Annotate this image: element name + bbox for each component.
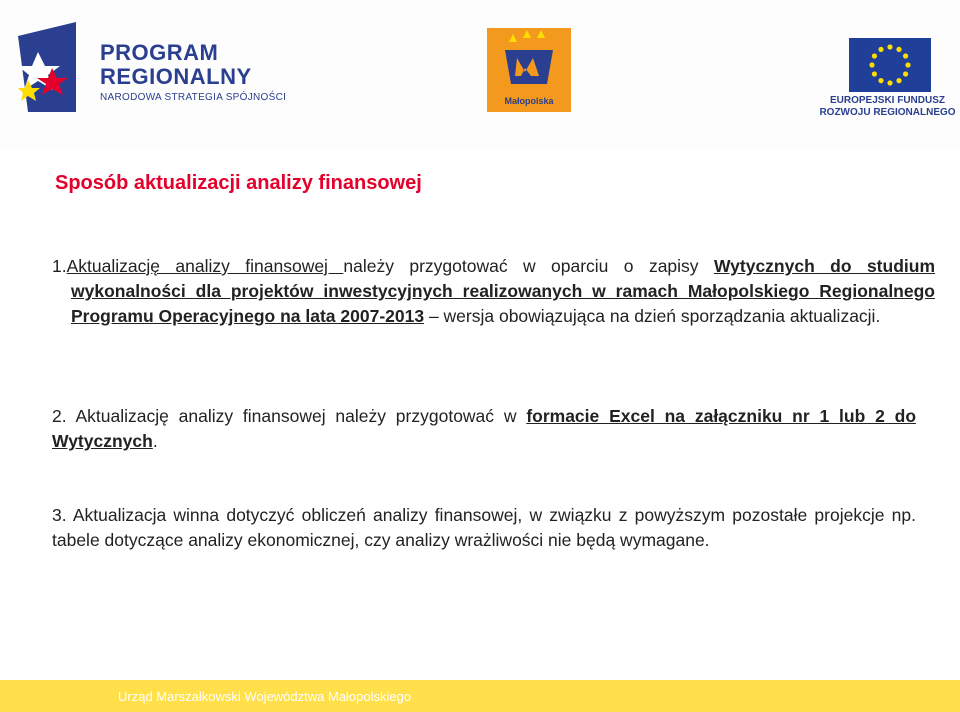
footer-text: Urząd Marszałkowski Województwa Małopolskiego xyxy=(118,689,412,704)
eu-fund-line2: ROZWOJU REGIONALNEGO xyxy=(819,107,956,118)
paragraph-2 xyxy=(52,404,916,454)
program-title-line1: PROGRAM xyxy=(100,40,219,65)
paragraph-3: 3. Aktualizacja winna dotyczyć obliczeń analizy finansowej, w związku z powyższym pozostałe projekcje np. tabele dotyczące analizy ekonomicznej, czy analizy wrażliwości nie będą wymagane. xyxy=(52,505,916,550)
program-subtitle: NARODOWA STRATEGIA SPÓJNOŚCI xyxy=(100,92,287,103)
footer-bar xyxy=(0,680,960,712)
program-title-line2: REGIONALNY xyxy=(100,64,252,89)
header-banner xyxy=(0,0,960,150)
p2-end: . xyxy=(152,431,158,451)
program-regionalny-logo xyxy=(18,22,318,112)
eu-flag-icon xyxy=(849,38,931,92)
eu-fund-logo xyxy=(815,38,960,118)
p1-guidelines-reference: Wytycznych do studium wykonalności dla projektów inwestycyjnych realizowanych w ramach Małopolskiego Regionalnego Programu Operacyjnego na lata 2007-2013 xyxy=(71,256,936,326)
eu-fund-line1: EUROPEJSKI FUNDUSZ xyxy=(829,95,945,106)
star-emblem-icon xyxy=(18,22,96,112)
p1-text: należy przygotować w oparciu o zapisy xyxy=(343,256,714,276)
p1-underlined-text: Aktualizację analizy finansowej xyxy=(66,256,344,276)
p1-number: 1. xyxy=(52,256,67,276)
malopolska-emblem-icon xyxy=(487,28,571,94)
malopolska-logo xyxy=(487,28,571,112)
malopolska-label: Małopolska xyxy=(504,96,554,106)
paragraph-1 xyxy=(52,254,935,329)
p2-text: 2. Aktualizację analizy finansowej należy przygotować w xyxy=(52,406,527,426)
p1-version-text: – wersja obowiązująca na dzień sporządzania aktualizacji. xyxy=(424,306,881,326)
p2-excel-format-reference: formacie Excel na załączniku nr 1 lub 2 do Wytycznych xyxy=(52,406,917,451)
slide-title: Sposób aktualizacji analizy finansowej xyxy=(55,172,422,194)
